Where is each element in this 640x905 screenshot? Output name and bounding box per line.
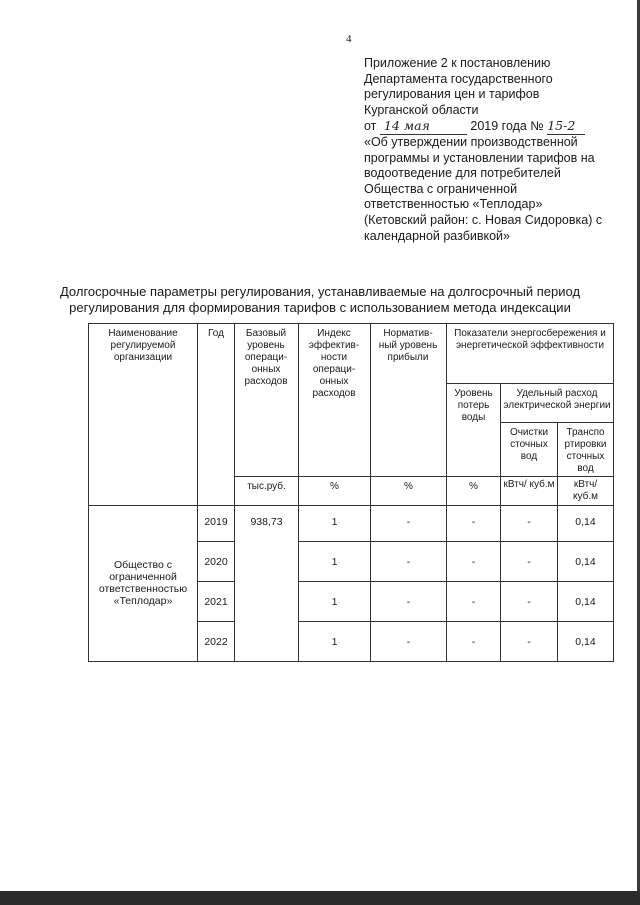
table-border-left bbox=[88, 323, 89, 662]
document-title bbox=[30, 284, 610, 316]
table-cell-transport: 0,14 bbox=[575, 556, 596, 568]
appendix-line: водоотведение для потребителей bbox=[364, 166, 561, 181]
table-border-top bbox=[88, 323, 614, 324]
appendix-line: программы и установлении тарифов на bbox=[364, 150, 595, 165]
appendix-line: Курганской области bbox=[364, 102, 479, 117]
table-rule bbox=[88, 505, 614, 506]
table-rule bbox=[197, 541, 234, 542]
table-cell-water-loss: - bbox=[471, 636, 476, 648]
header-transport: Транспо ртировки сточных вод bbox=[564, 427, 607, 474]
appendix-line: регулирования цен и тарифов bbox=[364, 87, 540, 102]
unit-cleaning: кВтч/ куб.м bbox=[503, 479, 555, 490]
table-cell-water-loss: - bbox=[471, 516, 476, 528]
table-rule bbox=[298, 581, 614, 582]
appendix-line: Общества с ограниченной bbox=[364, 181, 518, 196]
table-cell-transport: 0,14 bbox=[575, 516, 596, 528]
header-profit-level: Норматив-ный уровень прибыли bbox=[378, 328, 438, 363]
table-rule bbox=[197, 323, 198, 662]
table-cell-cleaning: - bbox=[527, 596, 531, 608]
table-cell-cleaning: - bbox=[527, 636, 531, 648]
table-cell-water-loss: - bbox=[471, 556, 476, 568]
title-line: Долгосрочные параметры регулирования, устанавливаемые на долгосрочный период bbox=[59, 284, 581, 299]
table-cell-year: 2020 bbox=[204, 556, 228, 568]
table-rule bbox=[446, 383, 614, 384]
table-cell-profit: - bbox=[406, 556, 411, 568]
table-cell-profit: - bbox=[406, 636, 411, 648]
appendix-line: Департамента государственного bbox=[364, 71, 553, 86]
table-cell-transport: 0,14 bbox=[575, 636, 596, 648]
table-cell-year: 2021 bbox=[204, 596, 228, 608]
unit-profit: % bbox=[404, 481, 413, 492]
year-text: 2019 года № bbox=[470, 119, 544, 134]
organization-name: Общество с ограниченной ответственностью «Теплодар» bbox=[98, 559, 188, 607]
table-cell-year: 2019 bbox=[204, 516, 228, 528]
header-water-loss: Уровень потерь воды bbox=[454, 388, 493, 423]
table-cell-water-loss: - bbox=[471, 596, 476, 608]
table-cell-transport: 0,14 bbox=[575, 596, 596, 608]
unit-index: % bbox=[330, 481, 339, 492]
table-border-right bbox=[613, 323, 614, 662]
appendix-line: календарной разбивкой» bbox=[364, 228, 510, 243]
table-border-bottom bbox=[88, 661, 614, 662]
header-base-expenses: Базовый уровень операци-онных расходов bbox=[244, 328, 288, 387]
table-rule bbox=[197, 621, 234, 622]
table-cell-profit: - bbox=[406, 516, 411, 528]
unit-base: тыс.руб. bbox=[247, 481, 286, 492]
title-line: регулирования для формирования тарифов с использованием метода индексации bbox=[69, 300, 571, 315]
header-org: Наименование регулируемой организации bbox=[108, 328, 178, 363]
handwritten-number: 15-2 bbox=[547, 118, 585, 135]
unit-water-loss: % bbox=[469, 481, 478, 492]
appendix-date-line bbox=[364, 118, 626, 135]
appendix-line: «Об утверждении производственной bbox=[364, 134, 578, 149]
appendix-line: Приложение 2 к постановлению bbox=[364, 56, 551, 70]
handwritten-date: 14 мая bbox=[380, 118, 467, 135]
from-label: от bbox=[364, 119, 377, 134]
table-cell-cleaning: - bbox=[527, 516, 531, 528]
table-cell-year: 2022 bbox=[204, 636, 228, 648]
appendix-line: ответственностью «Теплодар» bbox=[364, 197, 543, 212]
scan-edge-bottom bbox=[0, 891, 640, 905]
table-cell-cleaning: - bbox=[527, 556, 531, 568]
table-cell-index: 1 bbox=[331, 596, 338, 608]
base-value: 938,73 bbox=[250, 516, 283, 528]
header-efficiency-index: Индекс эффектив-ности операци-онных расходов bbox=[308, 328, 360, 399]
appendix-header bbox=[364, 56, 626, 244]
header-specific-consumption: Удельный расход электрической энергии bbox=[503, 388, 611, 411]
header-energy-group: Показатели энергосбережения и энергетической эффективности bbox=[454, 328, 606, 351]
unit-transport: кВтч/ куб.м bbox=[573, 479, 598, 502]
appendix-line: (Кетовский район: с. Новая Сидоровка) с bbox=[364, 212, 603, 227]
table-cell-profit: - bbox=[406, 596, 411, 608]
table-rule bbox=[298, 621, 614, 622]
table-cell-index: 1 bbox=[331, 556, 338, 568]
header-year: Год bbox=[208, 328, 224, 339]
table-rule bbox=[298, 541, 614, 542]
table-rule bbox=[197, 581, 234, 582]
table-cell-index: 1 bbox=[331, 516, 338, 528]
table-cell-index: 1 bbox=[331, 636, 338, 648]
page-number: 4 bbox=[346, 33, 352, 45]
header-cleaning: Очистки сточных вод bbox=[509, 427, 549, 462]
